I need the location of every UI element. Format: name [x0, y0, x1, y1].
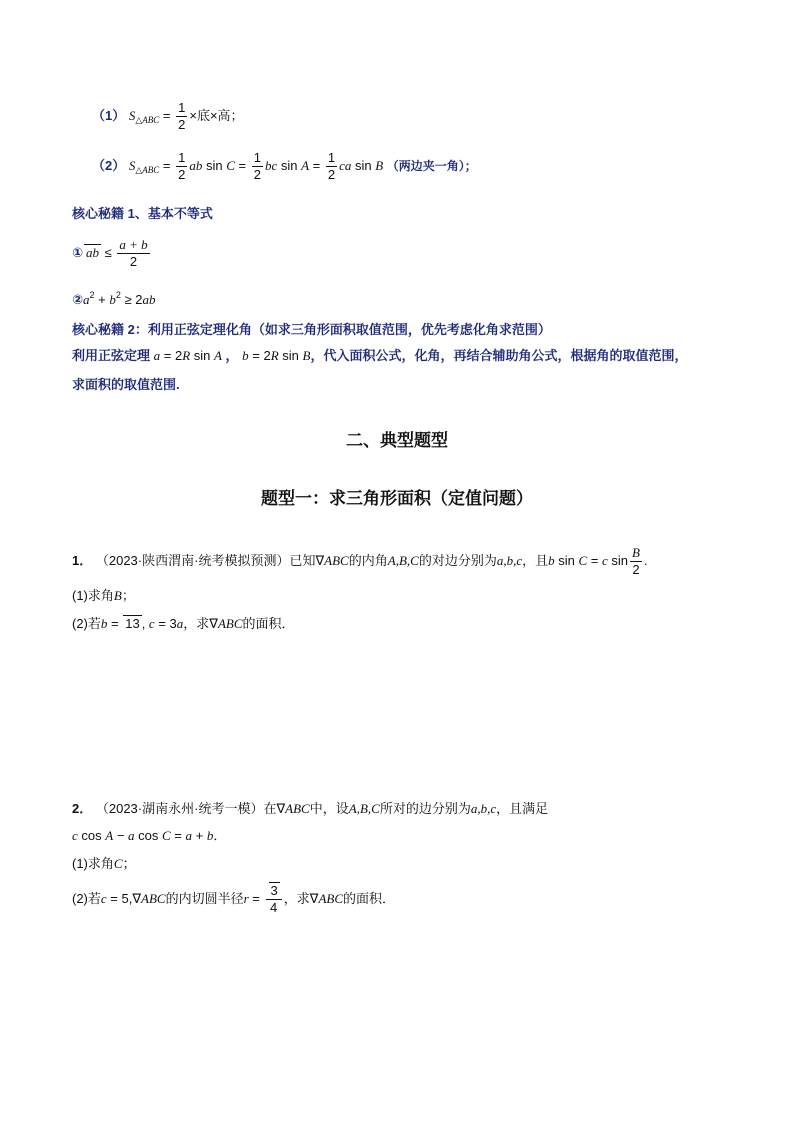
problem-1-part-1-text: (1)求角 — [72, 588, 114, 603]
problem-2-part-2-text-a: (2)若 — [72, 890, 101, 906]
problem-1-part-2-text-c: 的面积． — [242, 616, 295, 631]
formula-2-note: （两边夹一角）； — [386, 158, 477, 173]
formula-1-text: ×底×高； — [189, 107, 244, 123]
secret-2-line-1: 利用正弦定理 a = 2R sin A ， b = 2R sin B，代入面积公式，化角，再结合辅助角公式，根据角的取值范围， — [72, 348, 688, 363]
problem-2-part-1-text: (1)求角 — [72, 856, 114, 871]
inequality-2: $②a^2 + b^2 \ge 2ab$ — [72, 290, 156, 307]
problem-1-part-2: (2)若b = 13 , c = 3a，求∇ABC的面积． — [72, 616, 295, 631]
problem-1-part-2-text-b: ，求 — [183, 616, 210, 631]
area-formula-2: （2） $S_{\triangle ABC}$ = $\frac{1}{2}$ ab sin C = $\frac{1}{2}$ bc sin A = $\frac{1}{2}$ ca sin B （两边夹一角）； — [92, 150, 477, 182]
problem-2-source: （2023·湖南永州·统考一模） — [95, 801, 264, 816]
problem-2-condition-end: ． — [213, 828, 227, 843]
secret-2-title: 核心秘籍 2：利用正弦定理化角（如求三角形面积取值范围，优先考虑化角求范围） — [72, 322, 551, 337]
problem-2-text-c: 所对的边分别为 — [379, 801, 471, 816]
type-title: 题型一：求三角形面积（定值问题） — [261, 489, 533, 508]
problem-2-stem: 2． （2023·湖南永州·统考一模）在∇ABC中，设A,B,C所对的边分别为a,b,c，且满足 — [72, 801, 549, 816]
area-symbol: $S_{\triangle ABC}$ — [128, 107, 160, 125]
inequality-2-number: ② — [72, 292, 84, 307]
problem-2-part-2-text-b: 的内切圆半径 — [165, 890, 244, 906]
problem-2-condition: c cos A − a cos C = a + b． — [72, 828, 227, 843]
fraction-one-half: $\frac{1}{2}$ — [178, 100, 186, 132]
problem-2-text-d: ，且满足 — [496, 801, 549, 816]
inequality-1: ① ab ≤ $\frac{a + b}{2}$ — [72, 237, 148, 269]
formula-2-number: （2） — [92, 157, 126, 173]
problem-1-part-1-end: ； — [121, 588, 135, 603]
area-formula-1: （1） $S_{\triangle ABC}$ = $\frac{1}{2}$ ×底×高； — [92, 100, 244, 132]
problem-1-source: （2023·陕西渭南·统考模拟预测） — [95, 552, 290, 568]
problem-2-part-1: (1)求角C； — [72, 856, 136, 871]
secret-2-text-b: ，代入面积公式，化角，再结合辅助角公式，根据角的取值范围， — [310, 348, 688, 363]
problem-2-part-2: (2)若c = 5,∇ABC的内切圆半径r = $\frac{3}{4}$ ，求∇ABC的面积． — [72, 883, 396, 915]
problem-1-text-a: 已知 — [289, 552, 316, 568]
problem-1-stem: 1． （2023·陕西渭南·统考模拟预测）已知∇ABC的内角A,B,C的对边分别为a,b,c，且b sin C = c sin $\frac{B}{2}$ . — [72, 545, 648, 577]
problem-1-part-2-text-a: (2)若 — [72, 616, 101, 631]
formula-1-number: （1） — [92, 107, 126, 123]
problem-2-number: 2． — [72, 801, 93, 816]
problem-1-number: 1． — [72, 552, 93, 568]
problem-1-text-b: 的内角 — [348, 552, 388, 568]
problem-2-text-a: 在 — [263, 801, 277, 816]
secret-1-title: 核心秘籍 1、基本不等式 — [72, 206, 213, 221]
problem-2-part-2-text-c: ，求 — [283, 890, 310, 906]
problem-2-text-b: 中，设 — [309, 801, 349, 816]
problem-2-part-2-text-d: 的面积． — [343, 890, 396, 906]
problem-1-text-d: ，且 — [522, 552, 549, 568]
inequality-1-number: ① — [72, 244, 84, 260]
section-title: 二、典型题型 — [346, 431, 448, 450]
problem-1-text-c: 的对边分别为 — [418, 552, 497, 568]
problem-1-part-1: (1)求角B； — [72, 588, 135, 603]
problem-2-part-1-end: ； — [122, 856, 136, 871]
secret-2-text-a: 利用正弦定理 — [72, 348, 151, 363]
secret-2-line-2: 求面积的取值范围. — [72, 377, 180, 392]
